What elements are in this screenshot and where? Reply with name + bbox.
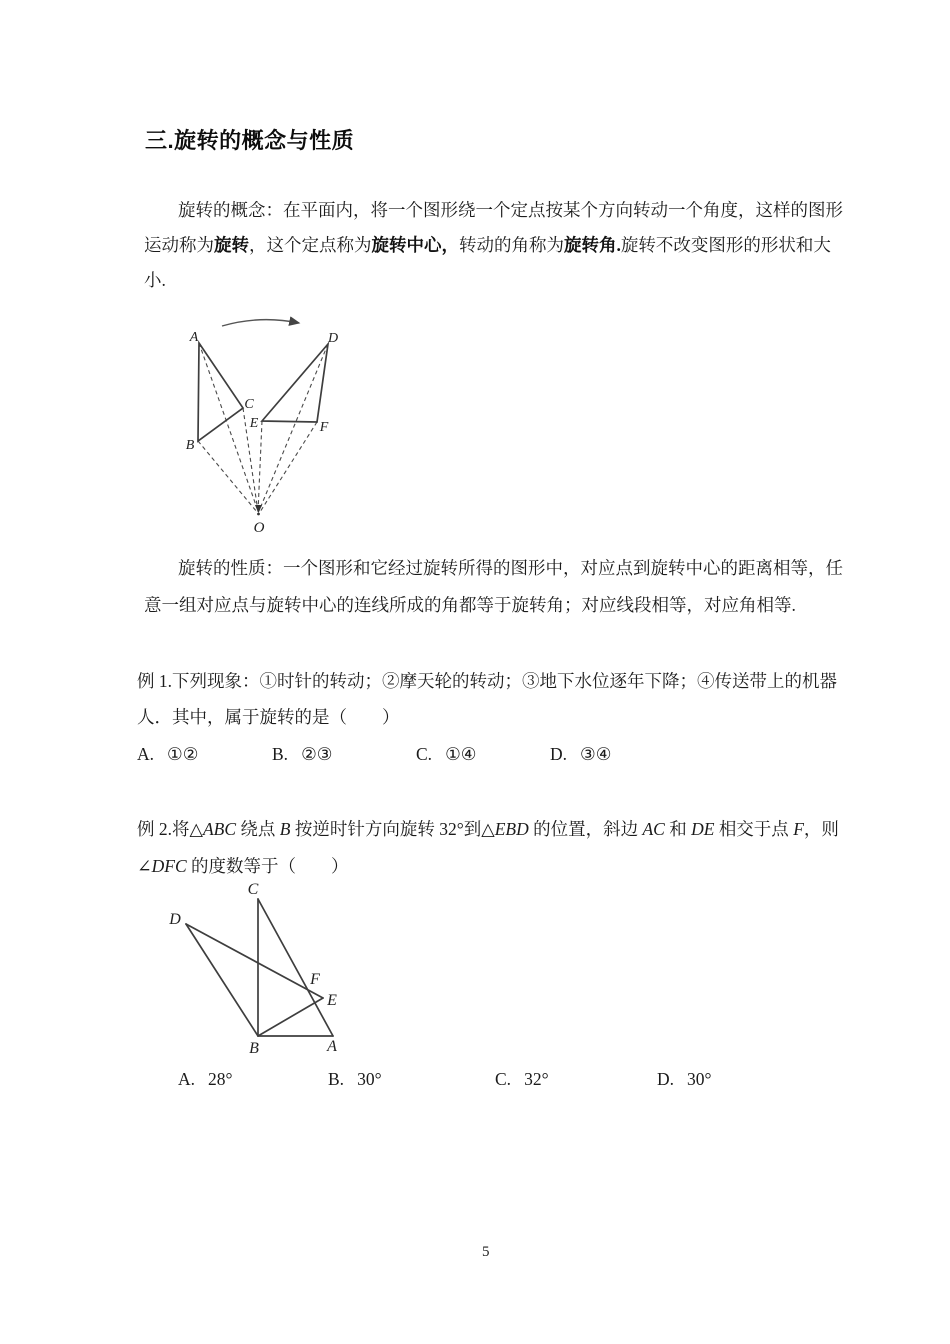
option-label: B. <box>328 1069 345 1089</box>
fig2-label-d: D <box>169 911 181 928</box>
math-var-abc: ABC <box>202 819 237 839</box>
math-var-de: DE <box>691 819 715 839</box>
bold-term-rotation: 旋转 <box>214 235 249 255</box>
edge-bd <box>186 924 258 1036</box>
option-text: 32° <box>524 1069 549 1089</box>
angle-symbol: ∠ <box>137 856 152 876</box>
example1-line-1: 例 1.下列现象：①时针的转动；②摩天轮的转动；③地下水位逐年下降；④传送带上的机器 <box>137 671 837 691</box>
text-segment: 和 <box>664 819 692 839</box>
center-arrowhead-icon <box>255 505 262 513</box>
example1-option-d <box>550 744 611 765</box>
option-label: A. <box>137 744 155 764</box>
concept-line-1: 旋转的概念：在平面内，将一个图形绕一个定点按某个方向转动一个角度，这样的图形 <box>178 200 843 220</box>
text-segment: 转动的角称为 <box>459 235 564 255</box>
fig2-label-f: F <box>310 971 320 988</box>
option-label: A. <box>178 1069 196 1089</box>
option-label: D. <box>657 1069 675 1089</box>
edge-ca <box>258 899 333 1036</box>
dashed-line-of <box>260 422 317 512</box>
fig1-label-c: C <box>244 397 254 412</box>
text-segment: ，则 <box>803 819 839 839</box>
fig1-label-a: A <box>189 330 199 345</box>
rotated-triangle-figure <box>160 878 360 1064</box>
option-label: B. <box>272 744 289 764</box>
option-text: ③④ <box>580 744 612 764</box>
triangle-def <box>262 344 328 422</box>
option-text: 30° <box>687 1069 712 1089</box>
rotation-arrow-icon <box>222 320 299 326</box>
text-segment: 旋转不改变图形的形状和大 <box>620 235 831 255</box>
fig2-label-e: E <box>327 992 337 1009</box>
example2-option-a <box>178 1069 233 1090</box>
dashed-line-oe <box>258 421 262 512</box>
text-segment: 按逆时针方向旋转 32°到△ <box>290 819 495 839</box>
text-segment: ，这个定点称为 <box>249 235 372 255</box>
option-label: D. <box>550 744 568 764</box>
example2-option-b <box>328 1069 382 1090</box>
page-number: 5 <box>482 1244 490 1260</box>
option-text: ②③ <box>301 744 333 764</box>
concept-line-2 <box>144 234 831 257</box>
triangle-abc <box>198 343 243 441</box>
math-var-f: F <box>793 819 804 839</box>
fig1-label-f: F <box>319 420 329 435</box>
option-text: 28° <box>208 1069 233 1089</box>
fig1-label-d: D <box>327 331 339 346</box>
fig1-label-o: O <box>253 520 265 536</box>
option-label: C. <box>416 744 433 764</box>
math-var-b: B <box>279 819 291 839</box>
fig2-label-b: B <box>249 1040 259 1057</box>
text-segment: 的位置，斜边 <box>528 819 643 839</box>
property-line-2: 意一组对应点与旋转中心的连线所成的角都等于旋转角；对应线段相等，对应角相等. <box>144 595 796 615</box>
dashed-line-ob <box>198 441 257 512</box>
option-text: ①④ <box>445 744 477 764</box>
example2-line-1 <box>137 818 839 841</box>
example1-option-b <box>272 744 332 765</box>
fig2-label-a: A <box>327 1038 337 1055</box>
option-label: C. <box>495 1069 512 1089</box>
text-segment: 的度数等于（ ） <box>186 856 349 876</box>
example1-option-c <box>416 744 476 765</box>
center-point-o <box>257 513 260 516</box>
edge-be <box>258 998 323 1036</box>
example1-option-a <box>137 744 198 765</box>
example2-option-d <box>657 1069 712 1090</box>
option-text: ①② <box>167 744 199 764</box>
example2-line-2 <box>137 855 349 878</box>
edge-de <box>186 924 323 998</box>
option-text: 30° <box>357 1069 382 1089</box>
property-line-1: 旋转的性质：一个图形和它经过旋转所得的图形中，对应点到旋转中心的距离相等，任 <box>178 558 843 578</box>
page-title: 三.旋转的概念与性质 <box>145 128 355 153</box>
fig2-label-c: C <box>247 881 259 898</box>
bold-term-rotation-center: 旋转中心， <box>371 235 459 255</box>
text-segment: 运动称为 <box>144 235 214 255</box>
rotation-about-point-figure <box>170 303 370 543</box>
concept-line-3: 小. <box>144 270 166 290</box>
fig1-label-e: E <box>249 416 259 431</box>
dashed-line-od <box>259 344 328 511</box>
text-segment: 例 2.将△ <box>137 819 203 839</box>
text-segment: 相交于点 <box>714 819 794 839</box>
example1-line-2: 人．其中，属于旋转的是（ ） <box>137 707 400 727</box>
bold-term-rotation-angle: 旋转角. <box>564 235 621 255</box>
math-var-ebd: EBD <box>494 819 529 839</box>
math-var-dfc: DFC <box>151 856 187 876</box>
fig1-label-b: B <box>185 438 195 453</box>
text-segment: 绕点 <box>236 819 280 839</box>
example2-option-c <box>495 1069 549 1090</box>
math-var-ac: AC <box>642 819 665 839</box>
